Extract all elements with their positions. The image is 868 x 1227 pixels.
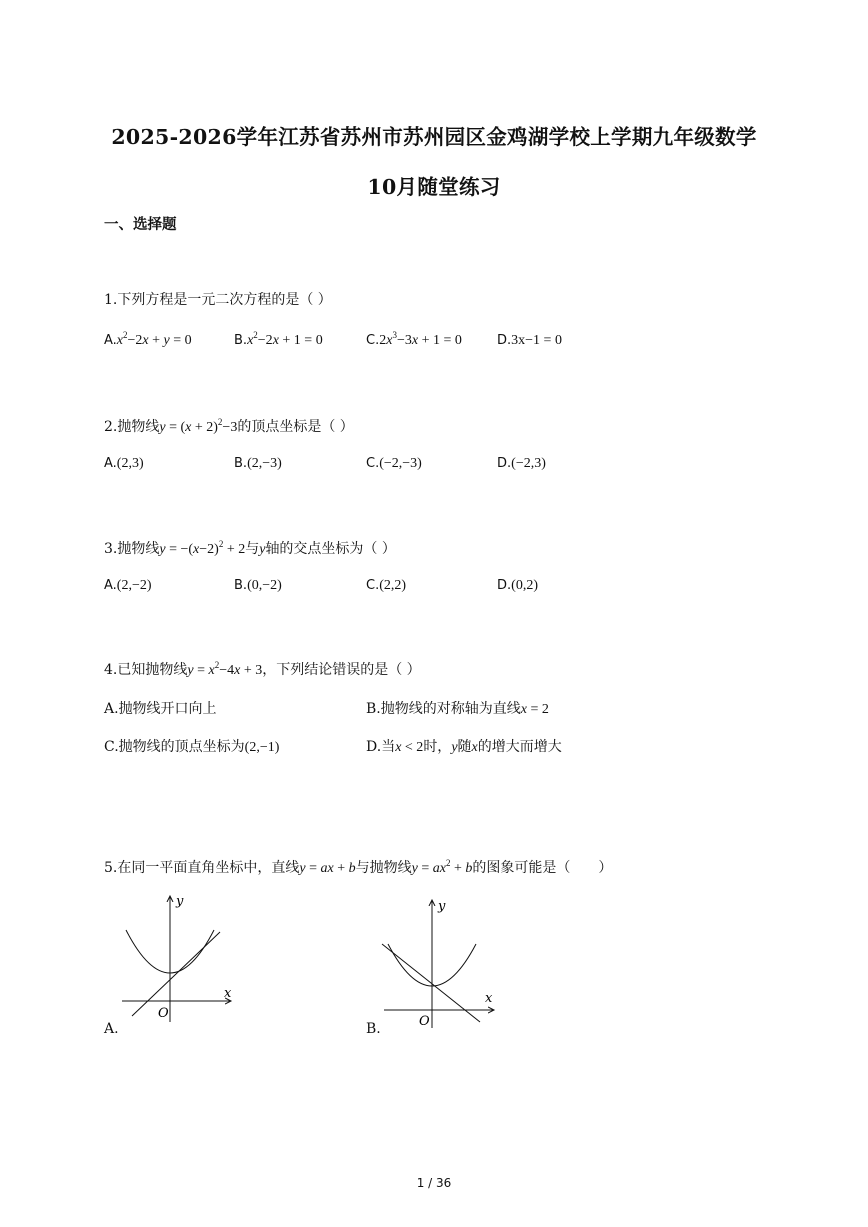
x-axis-label: x bbox=[485, 991, 493, 1006]
graph-option-b[interactable] bbox=[378, 894, 508, 1034]
question-2-option-b[interactable]: B.(2,−3) bbox=[234, 456, 282, 471]
question-4-stem: 4.已知抛物线$y = x^2-4x + 3$，下列结论错误的是（ ） bbox=[104, 660, 421, 678]
question-5-option-b-label[interactable]: B. bbox=[366, 1021, 381, 1037]
x-axis-label: x bbox=[224, 986, 232, 1001]
question-1-stem: 1.下列方程是一元二次方程的是（ ） bbox=[104, 292, 332, 308]
origin-label: O bbox=[419, 1014, 430, 1029]
question-1-option-d[interactable]: D.3x−1 = 0 bbox=[497, 333, 562, 348]
question-5-stem: 5.在同一平面直角坐标中，直线y = ax + b与抛物线$y = ax^2 + b$的图象可能是（ ） bbox=[104, 858, 613, 876]
question-3-stem: 3.抛物线$y = -(x-2)^2 + 2$与y轴的交点坐标为（ ） bbox=[104, 539, 396, 557]
document-title-line2: 10月随堂练习 bbox=[367, 175, 501, 199]
origin-label: O bbox=[158, 1006, 169, 1021]
question-3-option-d[interactable]: D.(0,2) bbox=[497, 578, 538, 593]
question-4-option-b[interactable]: B.抛物线的对称轴为直线x = 2 bbox=[366, 701, 549, 717]
question-1-option-c[interactable]: $C.2x^3-3x + 1 = 0$ bbox=[366, 330, 462, 348]
section-heading: 一、选择题 bbox=[104, 216, 177, 233]
question-2-option-d[interactable]: D.(−2,3) bbox=[497, 456, 546, 471]
line bbox=[132, 932, 220, 1016]
question-1-option-b[interactable]: $B.x^2-2x + 1 = 0$ bbox=[234, 330, 323, 348]
question-4-option-c[interactable]: C.抛物线的顶点坐标为(2,−1) bbox=[104, 739, 280, 755]
y-axis-label: y bbox=[176, 894, 184, 909]
y-axis-label: y bbox=[438, 899, 446, 914]
question-3-option-b[interactable]: B.(0,−2) bbox=[234, 578, 282, 593]
question-2-stem: 2.抛物线$y = (x + 2)^2-3$的顶点坐标是（ ） bbox=[104, 417, 354, 435]
question-2-option-a[interactable]: A.(2,3) bbox=[104, 456, 144, 471]
graph-option-a[interactable] bbox=[118, 888, 248, 1028]
question-1-option-a[interactable]: $A.x^2-2x + y = 0$ bbox=[104, 330, 192, 348]
question-3-option-a[interactable]: A.(2,−2) bbox=[104, 578, 152, 593]
question-4-option-a[interactable]: A.抛物线开口向上 bbox=[104, 701, 217, 717]
page-number: 1 / 36 bbox=[416, 1176, 452, 1190]
question-2-option-c[interactable]: C.(−2,−3) bbox=[366, 456, 422, 471]
question-5-option-a-label[interactable]: A. bbox=[104, 1021, 119, 1037]
question-4-option-d[interactable]: D.当x < 2时，y随x的增大而增大 bbox=[366, 739, 562, 755]
document-title-line1: 2025-2026学年江苏省苏州市苏州园区金鸡湖学校上学期九年级数学 bbox=[111, 125, 757, 149]
question-3-option-c[interactable]: C.(2,2) bbox=[366, 578, 407, 593]
